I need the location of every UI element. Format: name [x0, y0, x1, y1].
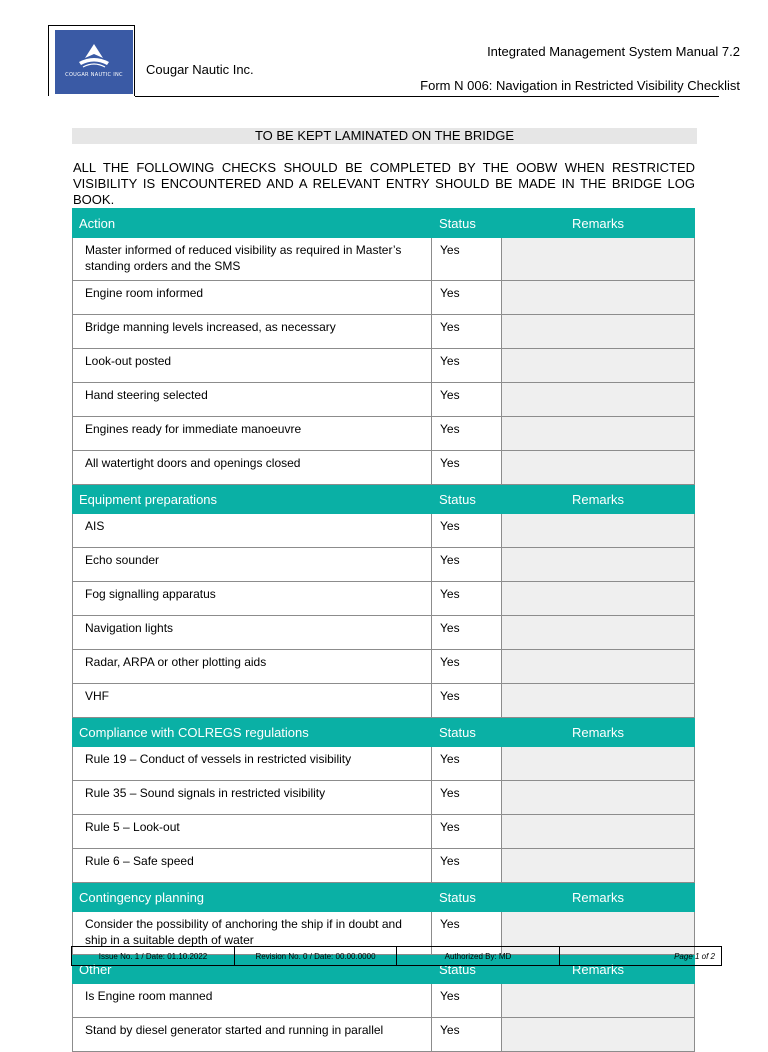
- logo-text: COUGAR NAUTIC INC: [65, 72, 123, 78]
- check-item: All watertight doors and openings closed: [73, 451, 432, 485]
- document-footer: [71, 946, 722, 966]
- checklist-row: [73, 315, 695, 349]
- company-logo: [55, 30, 133, 94]
- status-value: Yes: [432, 1018, 502, 1052]
- section-title: Equipment preparations: [73, 485, 432, 514]
- laminate-banner: TO BE KEPT LAMINATED ON THE BRIDGE: [72, 128, 697, 144]
- remarks-field[interactable]: [502, 281, 695, 315]
- section-title: Contingency planning: [73, 883, 432, 912]
- check-item: Fog signalling apparatus: [73, 582, 432, 616]
- checklist-row: [73, 383, 695, 417]
- check-item: Stand by diesel generator started and running in parallel: [73, 1018, 432, 1052]
- remarks-field[interactable]: [502, 747, 695, 781]
- remarks-field[interactable]: [502, 349, 695, 383]
- page-number: Page 1 of 2: [560, 947, 722, 966]
- manual-title: Integrated Management System Manual 7.2: [487, 44, 740, 59]
- status-value: Yes: [432, 417, 502, 451]
- section-header: [73, 883, 695, 912]
- status-value: Yes: [432, 849, 502, 883]
- check-item: VHF: [73, 684, 432, 718]
- check-item: Echo sounder: [73, 548, 432, 582]
- status-header: Status: [432, 718, 502, 747]
- remarks-field[interactable]: [502, 383, 695, 417]
- authorized-info: Authorized By: MD: [397, 947, 560, 966]
- checklist-row: [73, 849, 695, 883]
- checklist-row: [73, 616, 695, 650]
- remarks-field[interactable]: [502, 238, 695, 281]
- remarks-field[interactable]: [502, 582, 695, 616]
- status-value: Yes: [432, 650, 502, 684]
- status-value: Yes: [432, 349, 502, 383]
- issue-info: Issue No. 1 / Date: 01.10.2022: [72, 947, 235, 966]
- checklist-row: [73, 781, 695, 815]
- check-item: Rule 35 – Sound signals in restricted visibility: [73, 781, 432, 815]
- status-value: Yes: [432, 383, 502, 417]
- remarks-field[interactable]: [502, 684, 695, 718]
- remarks-field[interactable]: [502, 616, 695, 650]
- check-item: Radar, ARPA or other plotting aids: [73, 650, 432, 684]
- company-name: Cougar Nautic Inc.: [146, 62, 254, 77]
- checklist-row: [73, 1018, 695, 1052]
- section-title: Compliance with COLREGS regulations: [73, 718, 432, 747]
- remarks-header: Remarks: [502, 883, 695, 912]
- checklist-row: [73, 984, 695, 1018]
- status-header: Status: [432, 955, 502, 984]
- check-item: Master informed of reduced visibility as required in Master’s standing orders and the SMS: [73, 238, 432, 281]
- remarks-header: Remarks: [502, 718, 695, 747]
- status-value: Yes: [432, 451, 502, 485]
- status-value: Yes: [432, 238, 502, 281]
- section-header: [73, 209, 695, 238]
- remarks-field[interactable]: [502, 849, 695, 883]
- status-value: Yes: [432, 781, 502, 815]
- remarks-field[interactable]: [502, 548, 695, 582]
- remarks-field[interactable]: [502, 417, 695, 451]
- check-item: Consider the possibility of anchoring the ship if in doubt and ship in a suitable depth of water: [73, 912, 432, 955]
- check-item: Hand steering selected: [73, 383, 432, 417]
- check-item: Rule 19 – Conduct of vessels in restricted visibility: [73, 747, 432, 781]
- remarks-header: Remarks: [502, 485, 695, 514]
- check-item: AIS: [73, 514, 432, 548]
- status-header: Status: [432, 485, 502, 514]
- status-value: Yes: [432, 281, 502, 315]
- status-value: Yes: [432, 747, 502, 781]
- section-header: [73, 718, 695, 747]
- status-value: Yes: [432, 582, 502, 616]
- status-value: Yes: [432, 548, 502, 582]
- form-title: Form N 006: Navigation in Restricted Visibility Checklist: [420, 78, 740, 93]
- section-title: Action: [73, 209, 432, 238]
- checklist-row: [73, 747, 695, 781]
- checklist-row: [73, 238, 695, 281]
- checklist-row: [73, 684, 695, 718]
- status-header: Status: [432, 883, 502, 912]
- check-item: Is Engine room manned: [73, 984, 432, 1018]
- status-value: Yes: [432, 514, 502, 548]
- checklist-row: [73, 650, 695, 684]
- checklist-table: [72, 208, 695, 1052]
- remarks-field[interactable]: [502, 1018, 695, 1052]
- remarks-header: Remarks: [502, 209, 695, 238]
- intro-instructions: ALL THE FOLLOWING CHECKS SHOULD BE COMPLETED BY THE OOBW WHEN RESTRICTED VISIBILITY IS ENCOUNTERED AND A RELEVANT ENTRY SHOULD BE MADE IN THE BRIDGE LOG BOOK.: [73, 160, 695, 207]
- check-item: Bridge manning levels increased, as necessary: [73, 315, 432, 349]
- check-item: Look-out posted: [73, 349, 432, 383]
- status-value: Yes: [432, 984, 502, 1018]
- status-value: Yes: [432, 912, 502, 955]
- header-divider: [135, 96, 719, 97]
- sail-logo-icon: [74, 42, 114, 70]
- remarks-header: Remarks: [502, 955, 695, 984]
- check-item: Engines ready for immediate manoeuvre: [73, 417, 432, 451]
- remarks-field[interactable]: [502, 984, 695, 1018]
- remarks-field[interactable]: [502, 815, 695, 849]
- remarks-field[interactable]: [502, 781, 695, 815]
- remarks-field[interactable]: [502, 650, 695, 684]
- section-header: [73, 485, 695, 514]
- status-value: Yes: [432, 684, 502, 718]
- checklist-row: [73, 548, 695, 582]
- status-value: Yes: [432, 815, 502, 849]
- checklist-row: [73, 281, 695, 315]
- checklist-row: [73, 582, 695, 616]
- revision-info: Revision No. 0 / Date: 00.00.0000: [235, 947, 397, 966]
- check-item: Navigation lights: [73, 616, 432, 650]
- checklist-row: [73, 514, 695, 548]
- section-title: Other: [73, 955, 432, 984]
- status-value: Yes: [432, 616, 502, 650]
- check-item: Rule 5 – Look-out: [73, 815, 432, 849]
- remarks-field[interactable]: [502, 514, 695, 548]
- check-item: Rule 6 – Safe speed: [73, 849, 432, 883]
- remarks-field[interactable]: [502, 315, 695, 349]
- remarks-field[interactable]: [502, 451, 695, 485]
- checklist-row: [73, 815, 695, 849]
- checklist-row: [73, 451, 695, 485]
- checklist-row: [73, 349, 695, 383]
- checklist-row: [73, 417, 695, 451]
- status-value: Yes: [432, 315, 502, 349]
- status-header: Status: [432, 209, 502, 238]
- check-item: Engine room informed: [73, 281, 432, 315]
